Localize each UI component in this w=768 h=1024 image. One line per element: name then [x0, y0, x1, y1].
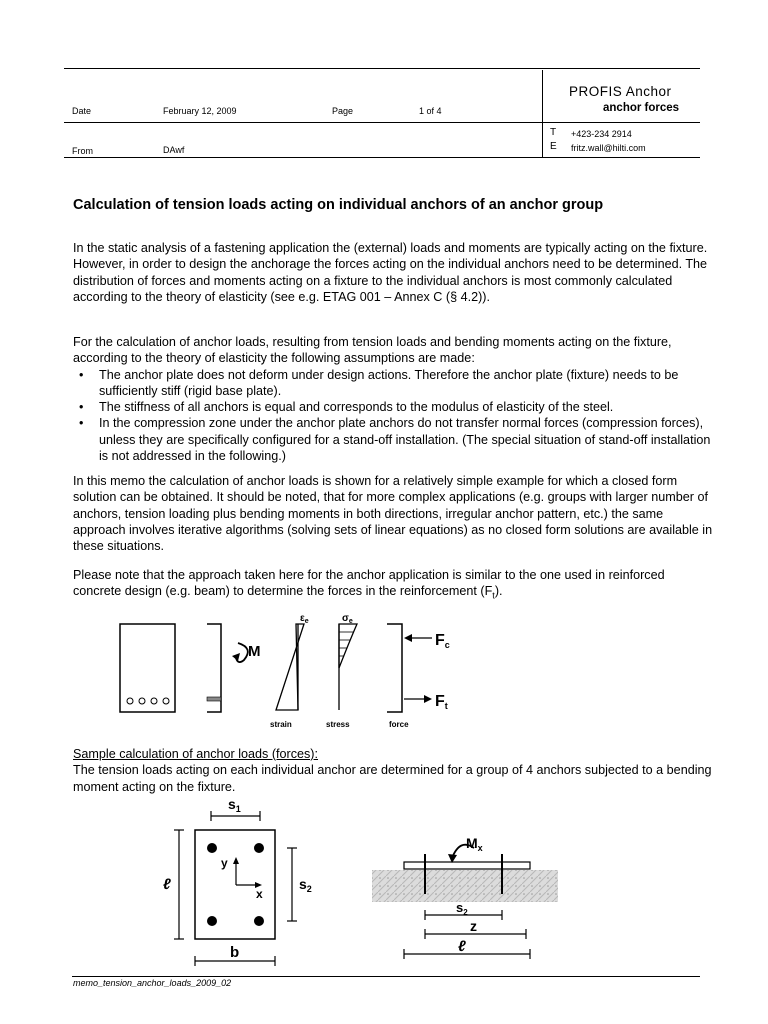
stress-symbol: $\sigma_e$	[342, 613, 353, 625]
note-end: ).	[494, 584, 503, 599]
tension-reinforcement	[207, 697, 221, 701]
memo-text: In this memo the calculation of anchor loads is shown for a relatively simple example for which a closed form solution can be obtained. It should be noted, that for more complex applications (e.g. groups with larger number of anchors, tension loading plus bending moments in both directions, irregular anchor pattern, etc.) the same approach involves iterative algorithms (solving sets of linear equations) as no closed form solutions are available in these situations.	[73, 474, 713, 554]
anchor	[254, 916, 264, 926]
s2-label: $s_2$	[456, 900, 468, 917]
l-label: ℓ	[163, 876, 171, 893]
anchor-section-figure	[370, 820, 560, 970]
anchor	[207, 843, 217, 853]
note-text	[73, 567, 713, 604]
assumption-item: • The stiffness of all anchors is equal and corresponds to the modulus of elasticity of the steel.	[73, 399, 713, 415]
from-value: DAwf	[163, 145, 185, 155]
compression-arrowhead-icon	[404, 634, 412, 642]
date-label: Date	[72, 106, 92, 116]
sample-text: The tension loads acting on each individual anchor are determined for a group of 4 anchors subjected to a bending moment acting on the fixture.	[73, 763, 712, 794]
moment-label: M	[248, 643, 261, 660]
footer-rule	[72, 976, 700, 977]
page-label: Page	[332, 106, 354, 116]
rebar	[127, 698, 133, 704]
product-name: PROFIS Anchor	[569, 84, 672, 99]
x-axis-label: x	[256, 887, 263, 901]
mx-label: $M_x$	[466, 835, 483, 853]
z-label: z	[470, 918, 477, 934]
note-main: Please note that the approach taken here for the anchor application is similar to the one used in reinforced concrete design (e.g. beam) to determine the forces in the reinforcement (F	[73, 568, 665, 599]
document-title: Calculation of tension loads acting on individual anchors of an anchor group	[73, 197, 604, 213]
intro-text: In the static analysis of a fastening application the (external) loads and moments are typically acting on the fixture. However, in order to design the anchorage the forces acting on the individual anchors need to be determined. The distribution of forces and moments acting on a fixture to the individual anchors is most commonly calculated according to the theory of elasticity (see e.g. ETAG 001 – Annex C (§ 4.2)).	[73, 241, 708, 304]
y-axis-label: y	[221, 856, 228, 870]
concrete-base	[372, 870, 558, 902]
strain-symbol: $\varepsilon_e$	[300, 613, 309, 625]
header-rule-bottom	[64, 157, 700, 158]
stress-label: stress	[326, 720, 350, 729]
s2-label: $s_2$	[299, 876, 312, 894]
beam-analogy-figure	[110, 610, 480, 735]
assumption-item: • In the compression zone under the anchor plate anchors do not transfer normal forces (compression forces), unless they are specifically configured for a stand-off installation. (The special situation of stand-off installation is not addressed in the following.)	[73, 415, 713, 464]
stress-block	[339, 624, 357, 668]
note-subscript: t	[492, 590, 495, 601]
note-paragraph	[73, 567, 713, 604]
fixture-plate	[404, 862, 530, 869]
assumption-item: • The anchor plate does not deform under design actions. Therefore the anchor plate (fixture) needs to be sufficiently stiff (rigid base plate).	[73, 367, 713, 400]
module-name: anchor forces	[603, 102, 680, 114]
footer-filename: memo_tension_anchor_loads_2009_02	[73, 978, 232, 988]
from-label: From	[72, 146, 93, 156]
y-axis-arrowhead-icon	[233, 857, 239, 864]
header-divider	[542, 70, 543, 157]
strain-label: strain	[270, 720, 292, 729]
rebar	[151, 698, 157, 704]
tension-force-label: Ft	[435, 693, 448, 711]
sample-heading: Sample calculation of anchor loads (forces):	[73, 747, 319, 761]
s1-label: $s_1$	[228, 796, 241, 814]
assumptions-lead: For the calculation of anchor loads, resulting from tension loads and bending moments acting on the fixture, according to the theory of elasticity the following assumptions are made:	[73, 335, 672, 366]
b-label: b	[230, 944, 240, 961]
force-label: force	[389, 720, 409, 729]
rebar	[163, 698, 169, 704]
compression-force-label: Fc	[435, 632, 450, 650]
email-label: E	[550, 141, 557, 152]
sample-section	[73, 746, 713, 795]
tension-arrowhead-icon	[424, 695, 432, 703]
header-top-rule	[64, 68, 700, 69]
phone-label: T	[550, 127, 557, 138]
anchor	[254, 843, 264, 853]
anchor-plate-plan-figure	[160, 795, 335, 970]
rebar	[139, 698, 145, 704]
memo-paragraph	[73, 473, 713, 554]
assumptions-section	[73, 334, 713, 464]
date-value: February 12, 2009	[163, 106, 237, 116]
l-label: ℓ	[458, 938, 466, 955]
email-value: fritz.wall@hilti.com	[571, 143, 646, 153]
assumptions-list	[73, 367, 713, 465]
strain-diagram	[276, 624, 304, 710]
force-diagram	[387, 624, 402, 712]
anchor	[207, 916, 217, 926]
intro-paragraph	[73, 240, 713, 305]
page-value: 1 of 4	[419, 106, 442, 116]
header-rule	[64, 122, 700, 123]
phone-value: +423-234 2914	[571, 129, 632, 139]
